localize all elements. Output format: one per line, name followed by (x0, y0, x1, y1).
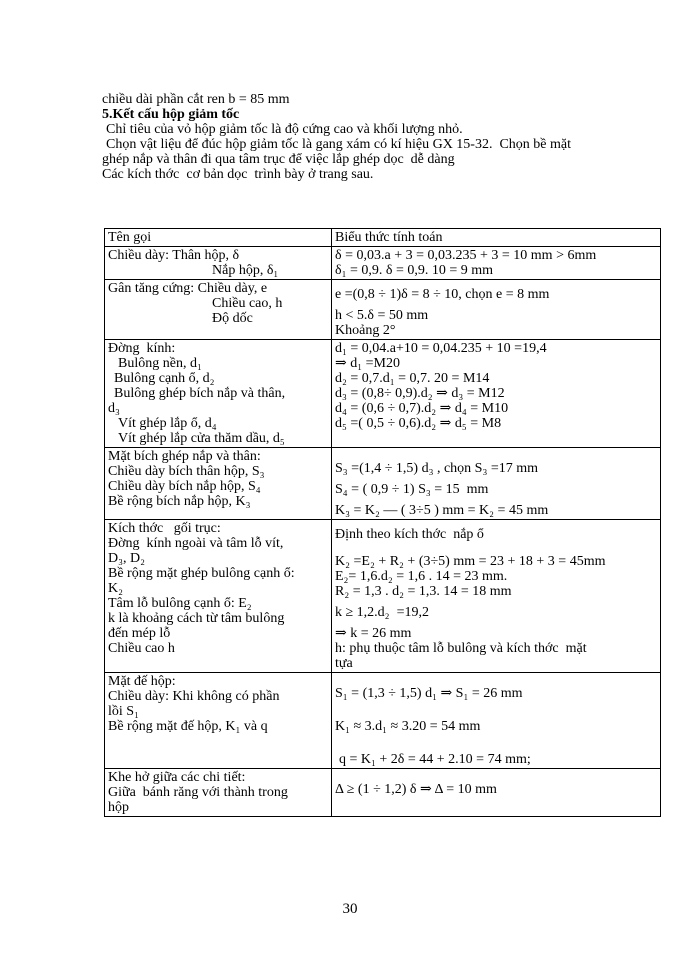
label-line: Vít ghép lắp ổ, d₄ (118, 416, 217, 431)
formula-line: d₅ =( 0,5 ÷ 0,6).d₂ ⇒ d₅ = M8 (335, 416, 502, 431)
label-line: hộp (108, 800, 129, 815)
label-line: Độ dốc (212, 311, 253, 326)
formula-line: d₂ = 0,7.d₁ = 0,7. 20 = M14 (335, 371, 490, 386)
formula-line: E₂= 1,6.d₂ = 1,6 . 14 = 23 mm. (335, 569, 508, 584)
row-formula (332, 340, 661, 448)
label-line: Chiều dày: Thân hộp, δ (108, 248, 240, 263)
label-line: Mặt đế hộp: (108, 674, 176, 689)
row-label (105, 769, 332, 817)
label-line: Kích thớc gối trục: (108, 521, 221, 536)
page-number: 30 (342, 901, 358, 917)
table-row (105, 520, 661, 673)
table-row (105, 247, 661, 280)
formula-line: d₃ = (0,8÷ 0,9).d₂ ⇒ d₃ = M12 (335, 386, 505, 401)
formula-line: d₁ = 0,04.a+10 = 0,04.235 + 10 =19,4 (335, 341, 547, 356)
row-label (105, 340, 332, 448)
label-line: d₃ (108, 401, 120, 416)
formula-line: Định theo kích thớc nắp ổ (335, 527, 484, 542)
section-title: 5.Kết cấu hộp giảm tốc (102, 107, 240, 122)
table-row (105, 340, 661, 448)
formula-line: ⇒ k = 26 mm (335, 626, 412, 641)
label-line: D₃, D₂ (108, 551, 145, 566)
row-formula (332, 673, 661, 769)
formula-line: S₃ =(1,4 ÷ 1,5) d₃ , chọn S₃ =17 mm (335, 461, 539, 476)
label-line: Gân tăng cứng: Chiều dày, e (108, 281, 268, 296)
label-line: Nắp hộp, δ₁ (212, 263, 279, 278)
row-label (105, 280, 332, 340)
label-line: Chiều cao, h (212, 296, 283, 311)
row-formula (332, 448, 661, 520)
label-line: Đờng kính: (108, 341, 176, 356)
label-line: đến mép lỗ (108, 626, 171, 641)
label-line: Bề rộng mặt ghép bulông cạnh ổ: (108, 566, 295, 581)
label-line: Giữa bánh răng với thành trong (108, 785, 288, 800)
row-label (105, 673, 332, 769)
intro-paragraph-2b: ghép nắp và thân đi qua tâm trục để việc lắp ghép dọc dễ dàng (102, 152, 455, 167)
table-row (105, 769, 661, 817)
label-line: k là khoảng cách từ tâm bulông (108, 611, 285, 626)
formula-line: tựa (335, 656, 353, 671)
intro-paragraph-2a: Chọn vật liệu để đúc hộp giảm tốc là gang xám có kí hiệu GX 15-32. Chọn bề mặt (106, 137, 572, 152)
label-line: Vít ghép lắp cửa thăm dầu, d₅ (118, 431, 285, 446)
header-formula: Biểu thức tính toán (332, 229, 661, 247)
formula-line: δ = 0,03.a + 3 = 0,03.235 + 3 = 10 mm > 6mm (335, 248, 597, 263)
row-label (105, 448, 332, 520)
label-line: Chiều cao h (108, 641, 175, 656)
formula-line: k ≥ 1,2.d₂ =19,2 (335, 605, 429, 620)
formula-line: Δ ≥ (1 ÷ 1,2) δ ⇒ Δ = 10 mm (335, 782, 497, 797)
formula-line: K₂ =E₂ + R₂ + (3÷5) mm = 23 + 18 + 3 = 45mm (335, 554, 606, 569)
formula-line: δ₁ = 0,9. δ = 0,9. 10 = 9 mm (335, 263, 494, 278)
row-formula (332, 280, 661, 340)
formula-line: Khoảng 2° (335, 323, 396, 338)
formula-line: K₁ ≈ 3.d₁ ≈ 3.20 = 54 mm (335, 719, 481, 734)
label-line: Bề rộng mặt đế hộp, K₁ và q (108, 719, 268, 734)
label-line: lồi S₁ (108, 704, 139, 719)
label-line: Bulông nền, d₁ (118, 356, 202, 371)
row-formula (332, 769, 661, 817)
formula-line: h < 5.δ = 50 mm (335, 308, 429, 323)
row-label (105, 247, 332, 280)
label-line: Bulông cạnh ổ, d₂ (114, 371, 215, 386)
formula-line: e =(0,8 ÷ 1)δ = 8 ÷ 10, chọn e = 8 mm (335, 287, 550, 302)
formula-line: S₄ = ( 0,9 ÷ 1) S₃ = 15 mm (335, 482, 489, 497)
table-row (105, 280, 661, 340)
formula-line: K₃ = K₂ — ( 3÷5 ) mm = K₂ = 45 mm (335, 503, 549, 518)
label-line: Bề rộng bích nắp hộp, K₃ (108, 494, 251, 509)
label-line: Mặt bích ghép nắp và thân: (108, 449, 261, 464)
formula-line: q = K₁ + 2δ = 44 + 2.10 = 74 mm; (339, 752, 531, 767)
label-line: Chiều dày: Khi không có phần (108, 689, 280, 704)
row-formula (332, 520, 661, 673)
label-line: Đờng kính ngoài và tâm lỗ vít, (108, 536, 284, 551)
table-row (105, 448, 661, 520)
table-header-row (105, 229, 661, 247)
row-formula (332, 247, 661, 280)
row-label (105, 520, 332, 673)
intro-text (102, 92, 672, 182)
label-line: Bulông ghép bích nắp và thân, (114, 386, 286, 401)
formula-line: S₁ = (1,3 ÷ 1,5) d₁ ⇒ S₁ = 26 mm (335, 686, 523, 701)
label-line: Khe hở giữa các chi tiết: (108, 770, 246, 785)
label-line: Chiều dày bích nắp hộp, S₄ (108, 479, 261, 494)
intro-paragraph-1: Chỉ tiêu của vỏ hộp giảm tốc là độ cứng cao và khối lượng nhỏ. (106, 122, 463, 137)
formula-line: h: phụ thuộc tâm lỗ bulông và kích thớc mặt (335, 641, 587, 656)
table-row (105, 673, 661, 769)
calculation-table (104, 228, 661, 817)
formula-line: d₄ = (0,6 ÷ 0,7).d₂ ⇒ d₄ = M10 (335, 401, 509, 416)
label-line: Chiều dày bích thân hộp, S₃ (108, 464, 265, 479)
intro-paragraph-3: Các kích thớc cơ bản dọc trình bày ở trang sau. (102, 167, 374, 182)
formula-line: ⇒ d₁ =M20 (335, 356, 400, 371)
label-line: K₂ (108, 581, 123, 596)
formula-line: R₂ = 1,3 . d₂ = 1,3. 14 = 18 mm (335, 584, 512, 599)
label-line: Tâm lỗ bulông cạnh ổ: E₂ (108, 596, 252, 611)
thread-length-line: chiều dài phần cắt ren b = 85 mm (102, 92, 290, 107)
header-name: Tên gọi (105, 229, 332, 247)
